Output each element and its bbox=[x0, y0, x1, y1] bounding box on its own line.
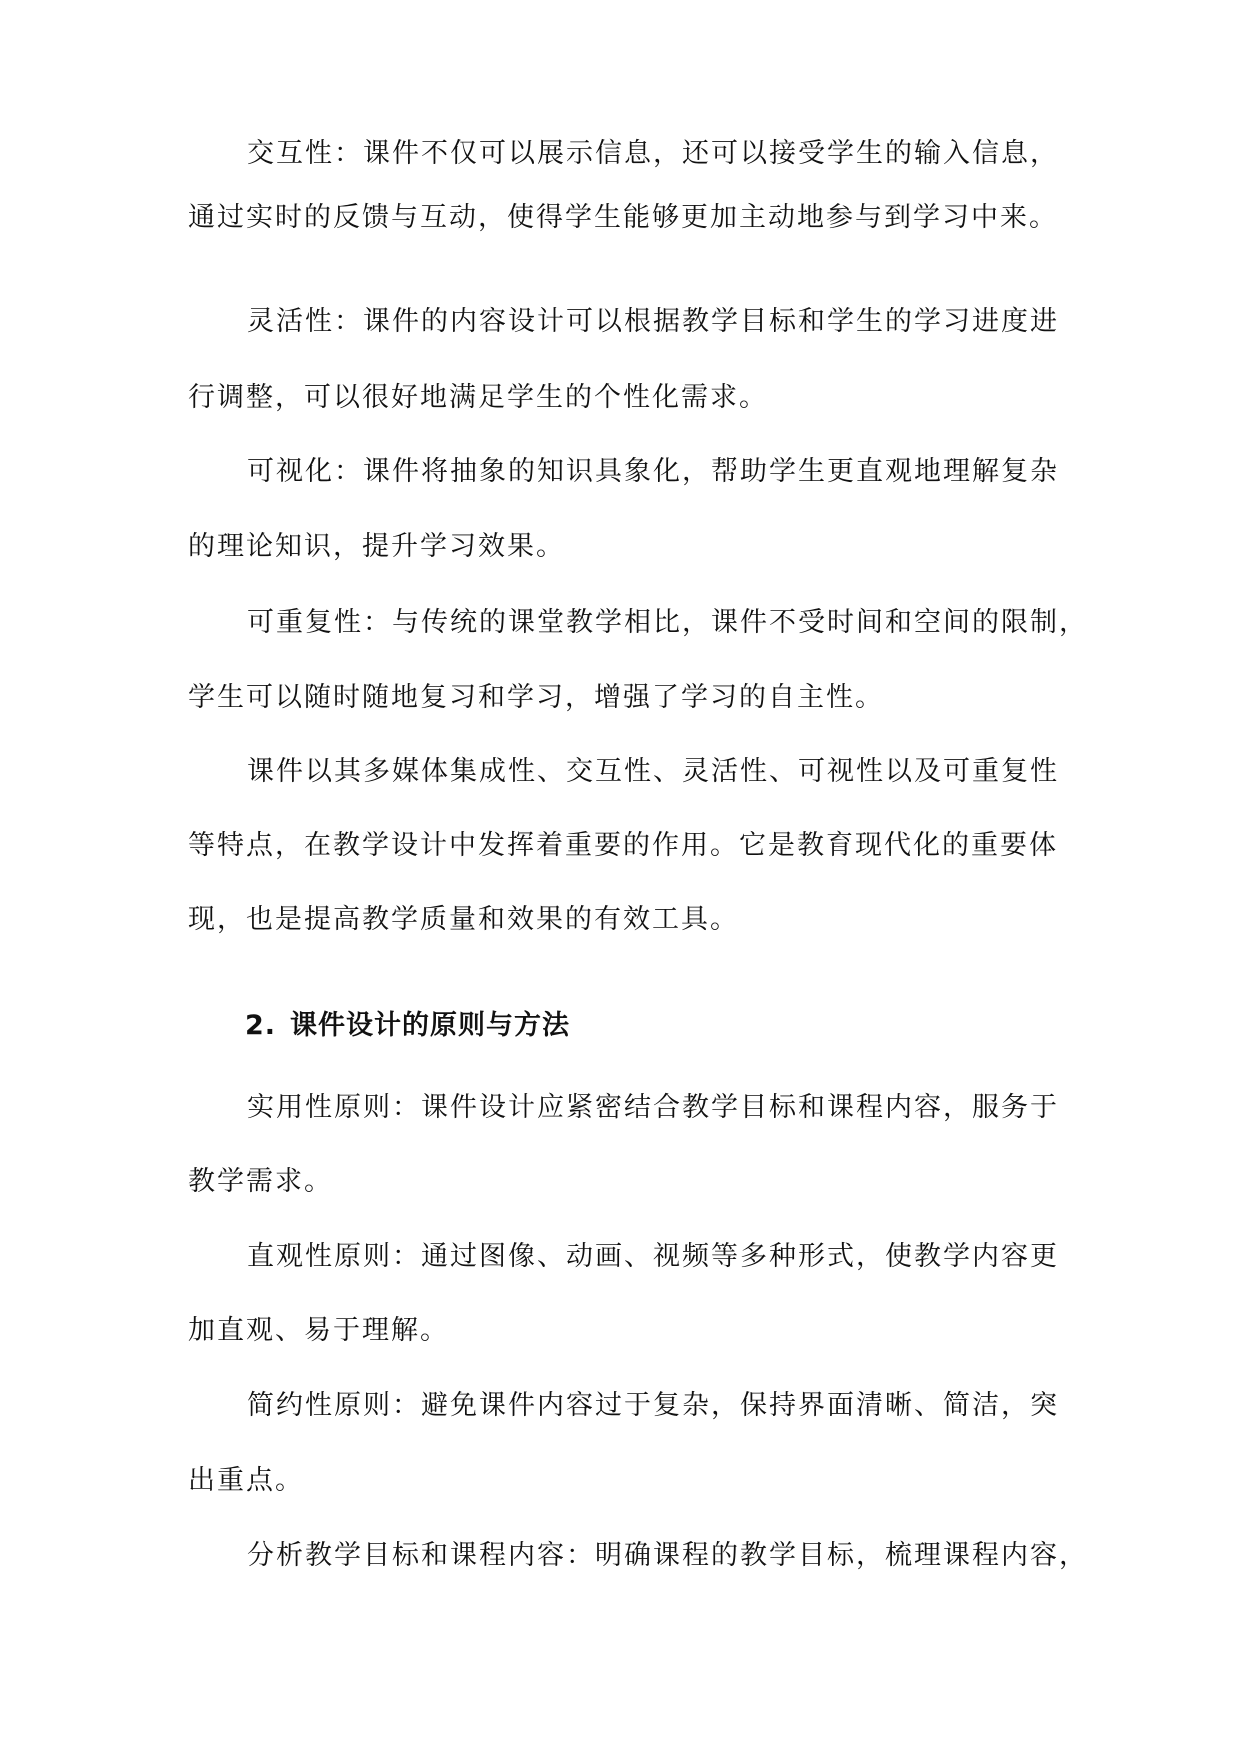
text-line: 课件以其多媒体集成性、交互性、灵活性、可视性以及可重复性 bbox=[247, 756, 1059, 787]
section-heading bbox=[245, 1006, 570, 1046]
section-title: 课件设计的原则与方法 bbox=[290, 1010, 571, 1041]
text-line: 交互性：课件不仅可以展示信息，还可以接受学生的输入信息， bbox=[247, 138, 1059, 169]
text-line: 行调整，可以很好地满足学生的个性化需求。 bbox=[188, 382, 768, 413]
text-line: 灵活性：课件的内容设计可以根据教学目标和学生的学习进度进 bbox=[247, 306, 1059, 337]
text-line: 的理论知识，提升学习效果。 bbox=[188, 531, 565, 562]
text-line: 教学需求。 bbox=[188, 1166, 333, 1197]
text-line: 可重复性：与传统的课堂教学相比，课件不受时间和空间的限制， bbox=[247, 607, 1088, 638]
text-line: 可视化：课件将抽象的知识具象化，帮助学生更直观地理解复杂 bbox=[247, 456, 1059, 487]
text-line: 等特点，在教学设计中发挥着重要的作用。它是教育现代化的重要体 bbox=[188, 830, 1058, 861]
text-line: 出重点。 bbox=[188, 1465, 304, 1496]
text-line: 通过实时的反馈与互动，使得学生能够更加主动地参与到学习中来。 bbox=[188, 202, 1058, 233]
text-line: 学生可以随时随地复习和学习，增强了学习的自主性。 bbox=[188, 682, 884, 713]
text-line: 直观性原则：通过图像、动画、视频等多种形式，使教学内容更 bbox=[247, 1241, 1059, 1272]
text-line: 加直观、易于理解。 bbox=[188, 1315, 449, 1346]
text-line: 分析教学目标和课程内容：明确课程的教学目标，梳理课程内容， bbox=[247, 1540, 1088, 1571]
section-number: 2. bbox=[245, 1010, 277, 1041]
text-line: 现，也是提高教学质量和效果的有效工具。 bbox=[188, 904, 739, 935]
text-line: 实用性原则：课件设计应紧密结合教学目标和课程内容，服务于 bbox=[247, 1092, 1059, 1123]
text-line: 简约性原则：避免课件内容过于复杂，保持界面清晰、简洁，突 bbox=[247, 1390, 1059, 1421]
